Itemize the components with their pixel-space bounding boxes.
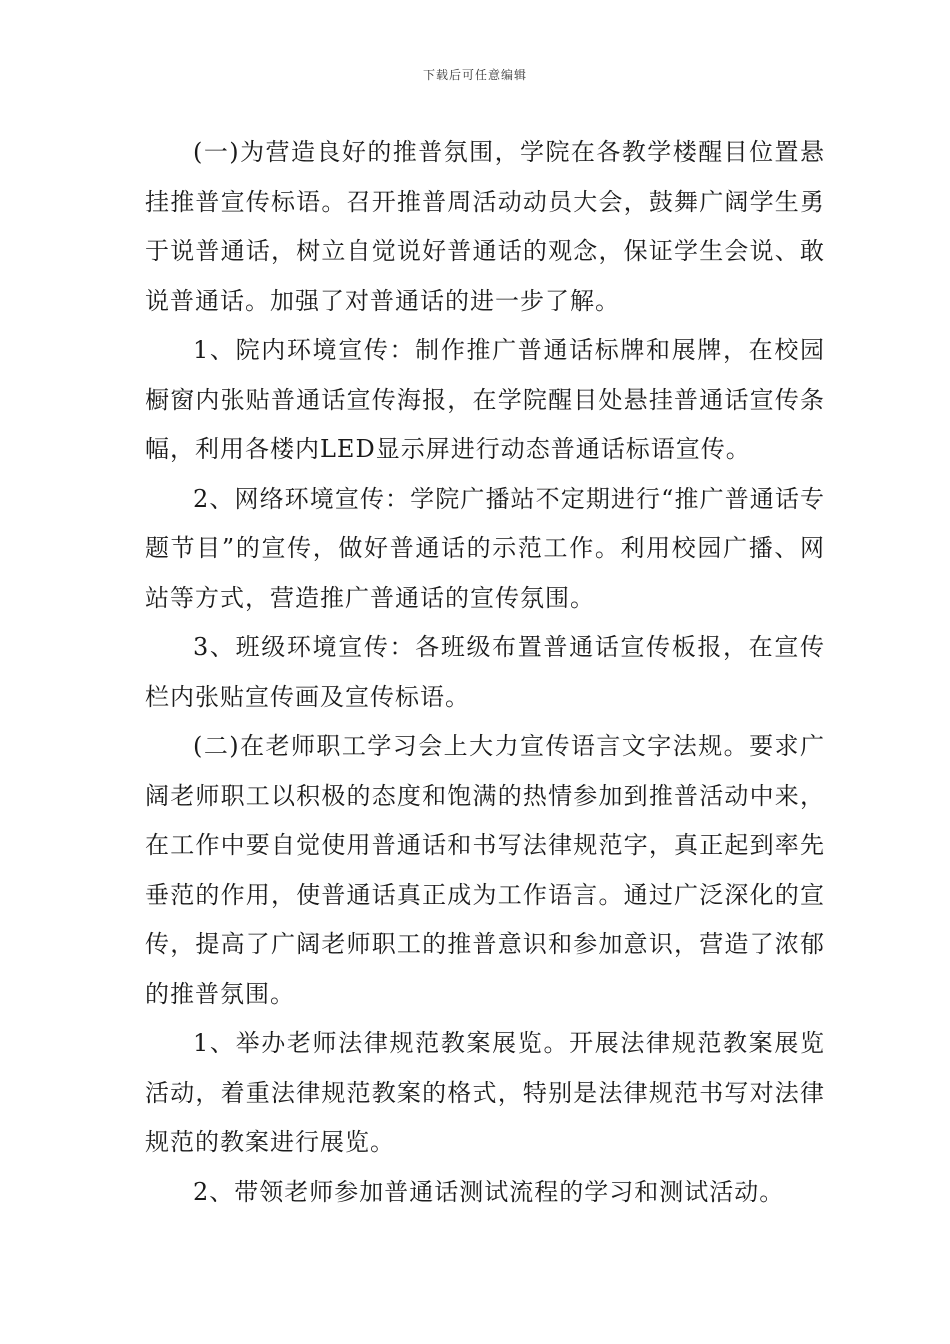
document-body (145, 128, 825, 1217)
paragraph-network-publicity: 2、网络环境宣传：学院广播站不定期进行“推广普通话专题节目”的宣传，做好普通话的示范工作。利用校园广播、网站等方式，营造推广普通话的宣传氛围。 (145, 484, 825, 612)
page-header-note: 下载后可任意编辑 (422, 68, 527, 82)
paragraph-section-two: (二)在老师职工学习会上大力宣传语言文字法规。要求广阔老师职工以积极的态度和饱满的热情参加到推普活动中来，在工作中要自觉使用普通话和书写法律规范字，真正起到率先垂范的作用，使普通话真正成为工作语言。通过广泛深化的宣传，提高了广阔老师职工的推普意识和参加意识，营造了浓郁的推普氛围。 (145, 732, 825, 1008)
paragraph-class-publicity: 3、班级环境宣传：各班级布置普通话宣传板报，在宣传栏内张贴宣传画及宣传标语。 (145, 633, 825, 711)
paragraph-mandarin-test: 2、带领老师参加普通话测试流程的学习和测试活动。 (193, 1177, 785, 1206)
paragraph-campus-publicity: 1、院内环境宣传：制作推广普通话标牌和展牌，在校园橱窗内张贴普通话宣传海报，在学院醒目处悬挂普通话宣传条幅，利用各楼内LED显示屏进行动态普通话标语宣传。 (145, 336, 825, 463)
paragraph-section-one: (一)为营造良好的推普氛围，学院在各教学楼醒目位置悬挂推普宣传标语。召开推普周活动动员大会，鼓舞广阔学生勇于说普通话，树立自觉说好普通话的观念，保证学生会说、敢说普通话。加强了对普通话的进一步了解。 (145, 138, 825, 315)
paragraph-lesson-plan-exhibition: 1、举办老师法律规范教案展览。开展法律规范教案展览活动，着重法律规范教案的格式，特别是法律规范书写对法律规范的教案进行展览。 (145, 1029, 825, 1156)
